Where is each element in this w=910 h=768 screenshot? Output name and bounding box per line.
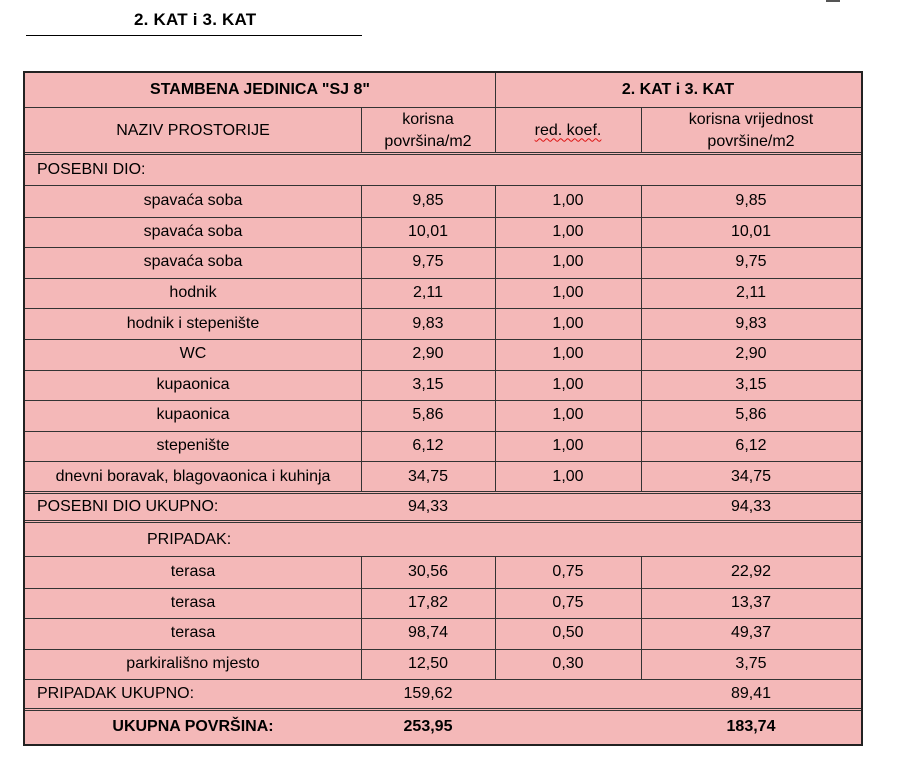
room-area: 3,15 [412, 375, 444, 393]
section2-total-value: 89,41 [730, 685, 772, 702]
room-value: 9,75 [735, 253, 767, 271]
col-header-area-line1: korisna [402, 110, 454, 128]
col-header-value-line2: površine/m2 [707, 132, 795, 150]
room-coef: 0,75 [552, 563, 584, 581]
room-name: kupaonica [156, 375, 230, 393]
section1-total-label: POSEBNI DIO UKUPNO: [37, 498, 219, 515]
col-header-name: NAZIV PROSTORIJE [116, 121, 270, 139]
room-value: 34,75 [730, 467, 772, 485]
section2-total-area: 159,62 [403, 685, 453, 702]
room-value: 2,11 [736, 284, 766, 302]
room-area: 6,12 [412, 437, 444, 455]
col-header-area [361, 108, 495, 153]
unit-title: STAMBENA JEDINICA "SJ 8" [150, 81, 370, 98]
room-value: 5,86 [735, 406, 767, 424]
room-value: 6,12 [735, 437, 767, 455]
room-coef: 0,75 [552, 593, 584, 611]
room-area: 2,90 [412, 345, 444, 363]
room-coef: 1,00 [552, 284, 584, 302]
page-heading: 2. KAT i 3. KAT [134, 10, 257, 29]
col-header-coef [495, 108, 641, 153]
room-area: 2,11 [413, 284, 443, 302]
room-name: spavaća soba [143, 222, 243, 240]
room-name: spavaća soba [143, 192, 243, 210]
room-value: 3,75 [735, 654, 767, 672]
room-coef: 1,00 [552, 467, 584, 485]
col-header-coef-label: red. koef. [534, 121, 602, 139]
room-name: parkirališno mjesto [126, 654, 260, 672]
grand-total-area: 253,95 [403, 718, 453, 735]
section-label-pripadak: PRIPADAK: [147, 531, 232, 548]
room-name: kupaonica [156, 406, 230, 424]
room-value: 49,37 [730, 624, 772, 642]
area-table [23, 71, 863, 746]
room-coef: 0,50 [552, 624, 584, 642]
room-value: 2,90 [735, 345, 767, 363]
room-coef: 1,00 [552, 192, 584, 210]
room-area: 9,85 [412, 192, 444, 210]
room-coef: 1,00 [552, 375, 584, 393]
room-area: 17,82 [407, 593, 449, 611]
room-area: 5,86 [412, 406, 444, 424]
room-value: 13,37 [730, 593, 772, 611]
room-area: 98,74 [407, 624, 449, 642]
room-value: 9,83 [735, 314, 767, 332]
corner-mark [826, 0, 840, 2]
room-name: terasa [170, 563, 216, 581]
grand-total-value: 183,74 [726, 718, 776, 735]
room-area: 30,56 [407, 563, 449, 581]
room-name: stepenište [156, 437, 230, 455]
col-header-value [641, 108, 861, 153]
col-header-value-line1: korisna vrijednost [688, 110, 814, 128]
section-label-posebni: POSEBNI DIO: [37, 161, 146, 178]
section1-total-value: 94,33 [730, 498, 772, 515]
heading-underline [26, 35, 362, 36]
room-area: 12,50 [407, 654, 449, 672]
room-value: 10,01 [730, 222, 772, 240]
room-area: 10,01 [407, 222, 449, 240]
room-value: 22,92 [730, 563, 772, 581]
room-name: hodnik [169, 284, 217, 302]
floor-title: 2. KAT i 3. KAT [621, 81, 735, 98]
room-name: terasa [170, 593, 216, 611]
room-name: spavaća soba [143, 253, 243, 271]
room-coef: 1,00 [552, 314, 584, 332]
section2-total-label: PRIPADAK UKUPNO: [37, 685, 195, 702]
room-coef: 1,00 [552, 406, 584, 424]
room-coef: 1,00 [552, 437, 584, 455]
room-coef: 1,00 [552, 222, 584, 240]
section1-total-area: 94,33 [407, 498, 449, 515]
grand-total-label: UKUPNA POVRŠINA: [112, 718, 274, 735]
room-name: WC [179, 345, 207, 363]
room-value: 3,15 [735, 375, 767, 393]
room-area: 34,75 [407, 467, 449, 485]
room-name: dnevni boravak, blagovaonica i kuhinja [55, 467, 331, 485]
room-coef: 1,00 [552, 253, 584, 271]
col-header-area-line2: površina/m2 [384, 132, 472, 150]
room-name: terasa [170, 624, 216, 642]
room-name: hodnik i stepenište [126, 314, 260, 332]
room-coef: 1,00 [552, 345, 584, 363]
room-value: 9,85 [735, 192, 767, 210]
room-area: 9,75 [412, 253, 444, 271]
room-coef: 0,30 [552, 654, 584, 672]
room-area: 9,83 [412, 314, 444, 332]
